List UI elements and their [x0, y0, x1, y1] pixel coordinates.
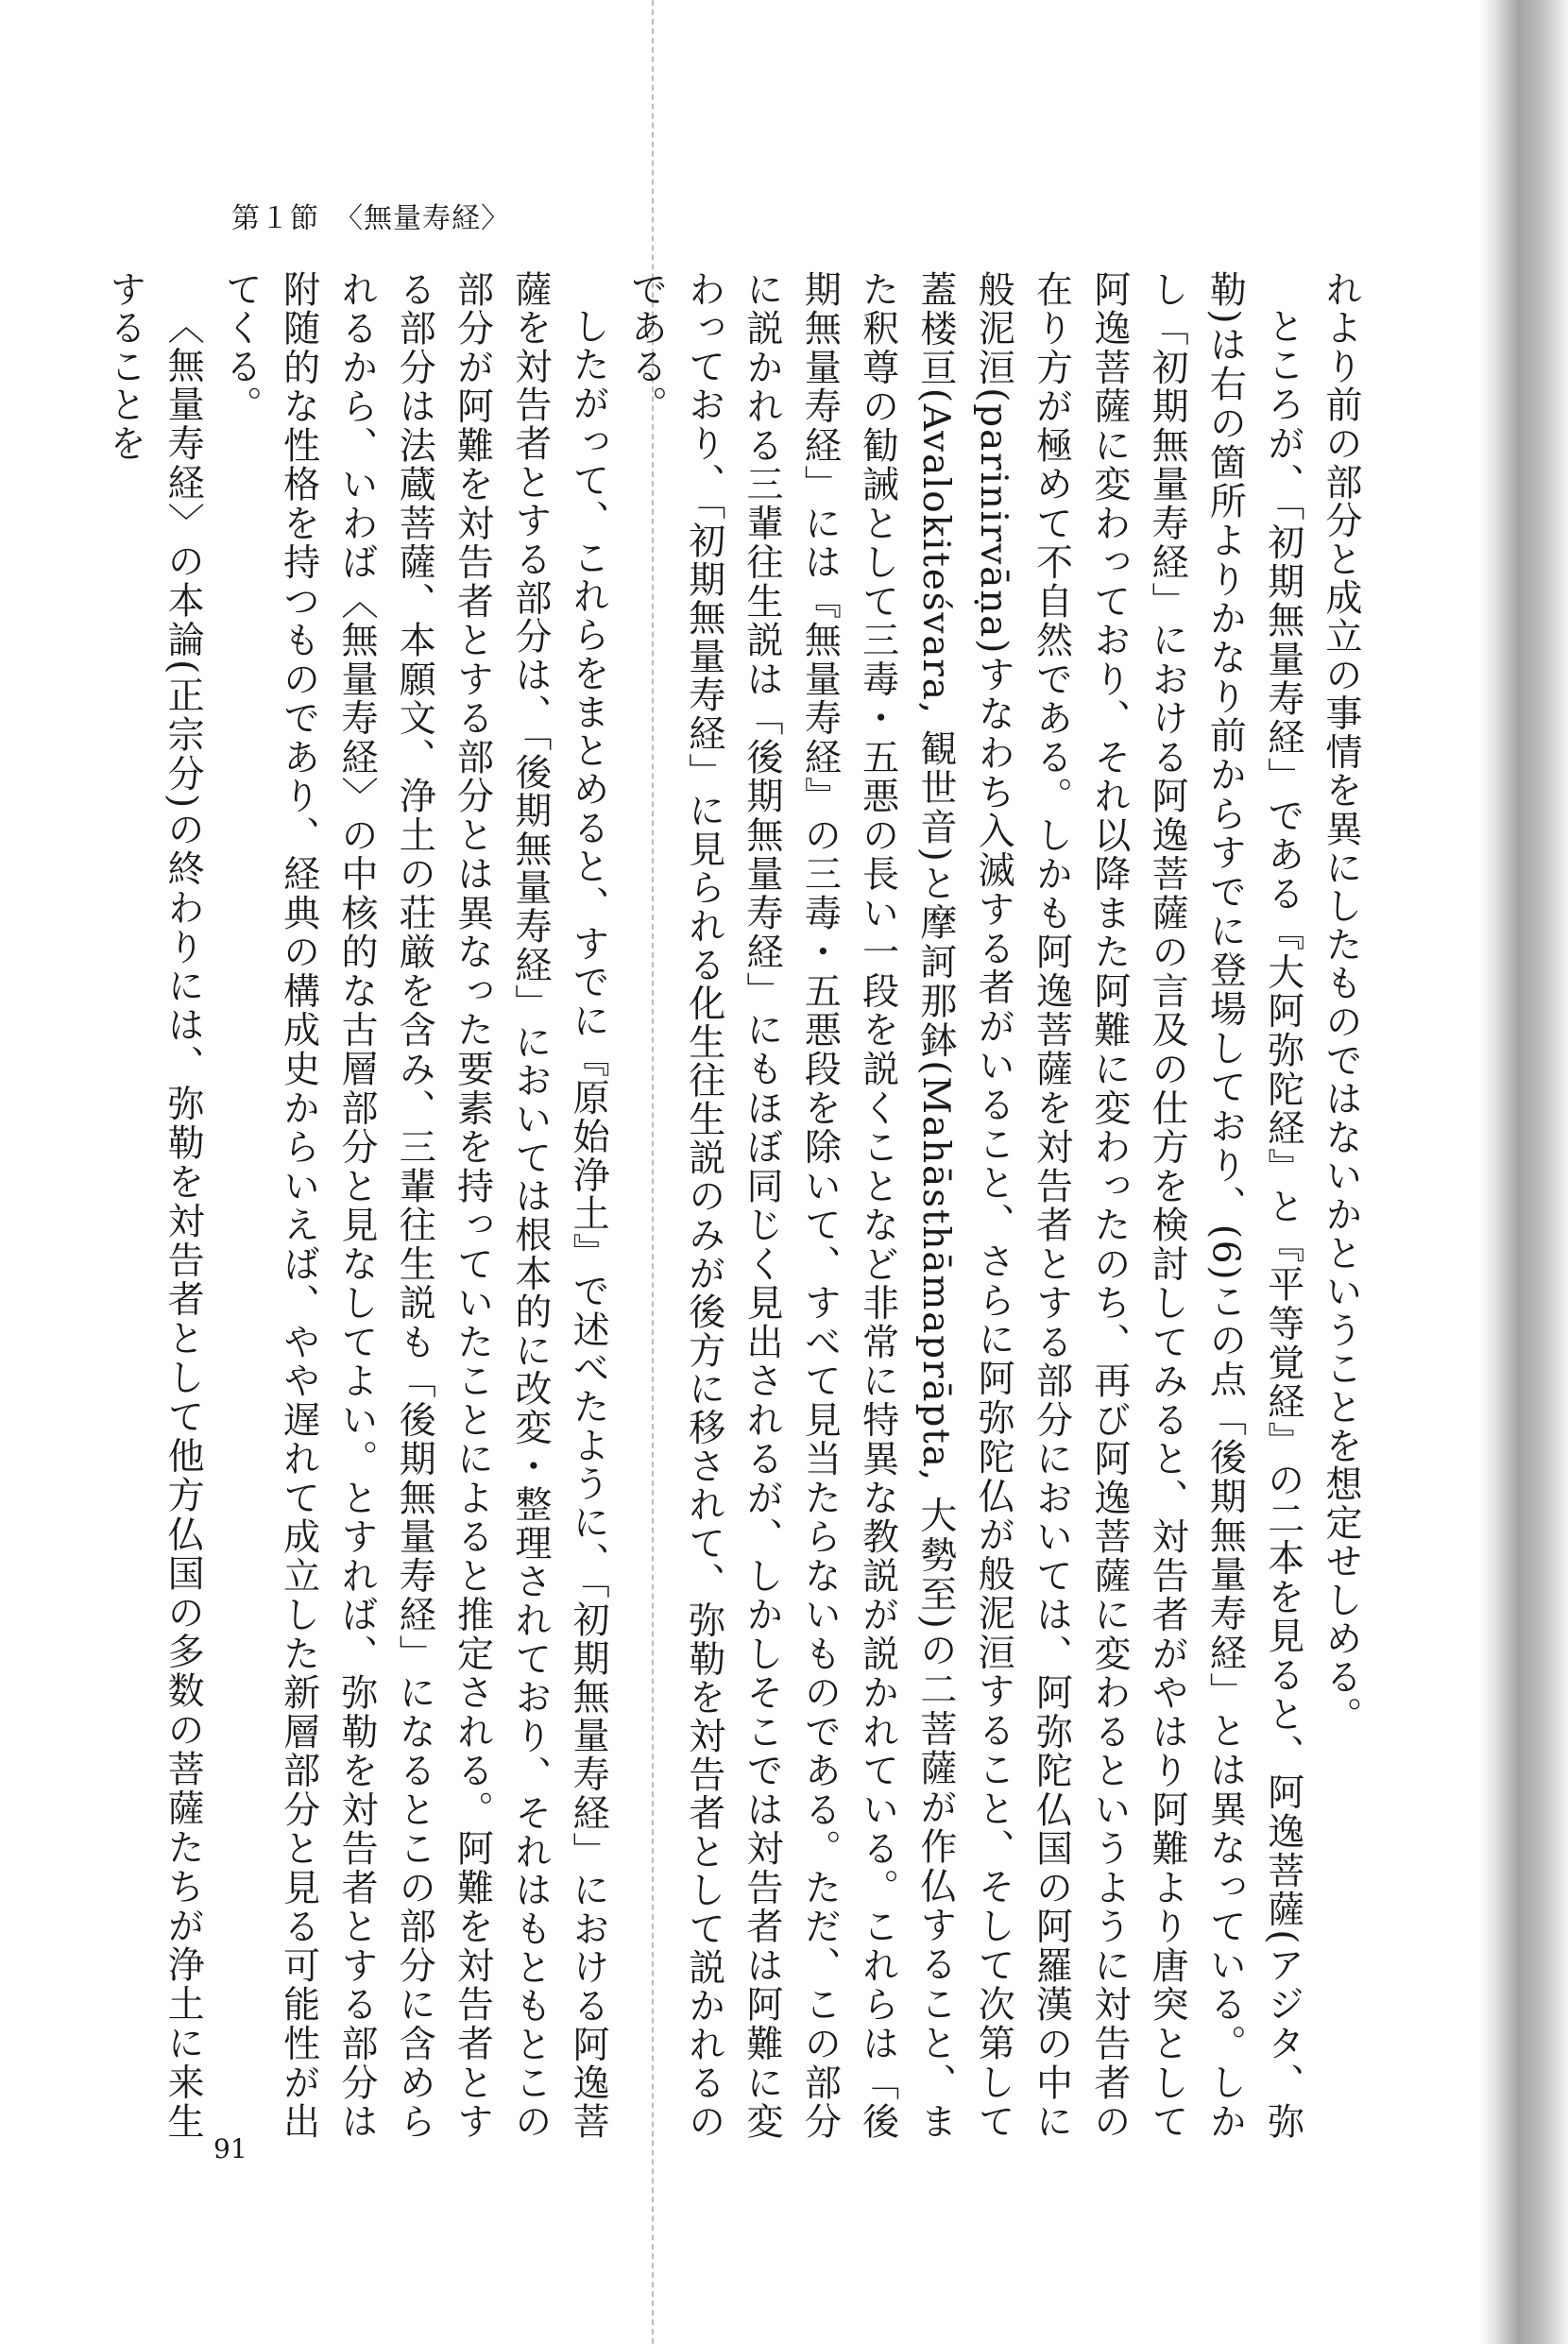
- scan-edge-shadow: [1478, 0, 1568, 2344]
- vertical-text-body: [95, 270, 1370, 2141]
- paragraph-1: れより前の部分と成立の事情を異にしたものではないかということを想定せしめる。: [1320, 270, 1362, 1736]
- paragraph-2: ところが、「初期無量寿経」である『大阿弥陀経』と『平等覚経』の二本を見ると、阿逸菩薩(アジタ、弥勒)は右の箇所よりかなり前からすでに登場しており、(6)この点「後期無量寿経」とは異なっている。しかし「初期無量寿経」における阿逸菩薩の言及の仕方を検討してみると、対告者がやはり阿難より唐突として阿逸菩薩に変わっており、それ以降また阿難に変わったのち、再び阿逸菩薩に変わるというように対告者の在り方が極めて不自然である。しかも阿逸菩薩を対告者とする部分においては、阿弥陀仏国の阿羅漢の中に般泥洹(parinirvāṇa)すなわち入滅する者がいること、さらに阿弥陀仏が般泥洹すること、そして次第して蓋楼亘(Avalokiteśvara, 観世音)と摩訶那鉢(Mahāsthāmaprāpta, 大勢至)の二菩薩が作仏すること、また釈尊の勧誡として三毒・五悪の長い一段を説くことなど非常に特異な教説が説かれている。これらは「後期無量寿経」には『無量寿経』の三毒・五悪段を除いて、すべて見当たらないものである。ただ、この部分に説かれる三輩往生説は「後期無量寿経」にもほぼ同じく見出されるが、しかしそこでは対告者は阿難に変わっており、「初期無量寿経」に見られる化生往生説のみが後方に移されて、弥勒を対告者として説かれるのである。: [624, 270, 1304, 2141]
- section-header: 第１節 〈無量寿経〉: [231, 202, 510, 235]
- paragraph-3: したがって、これらをまとめると、すでに『原始浄土』で述べたように、「初期無量寿経」における阿逸菩薩を対告者とする部分は、「後期無量寿経」においては根本的に改変・整理されており、それはもともとこの部分が阿難を対告者とする部分とは異なった要素を持っていたことによると推定される。阿難を対告者とする部分は法蔵菩薩、本願文、浄土の荘厳を含み、三輩往生説も「後期無量寿経」になるとこの部分に含められるから、いわば〈無量寿経〉の中核的な古層部分と見なしてよい。とすれば、弥勒を対告者とする部分は附随的な性格を持つものであり、経典の構成史からいえば、やや遅れて成立した新層部分と見る可能性が出てくる。: [219, 270, 610, 2141]
- paragraph-4: 〈無量寿経〉の本論(正宗分)の終わりには、弥勒を対告者として他方仏国の多数の菩薩たちが浄土に来生することを: [103, 270, 205, 2141]
- page-number: 91: [213, 2133, 247, 2164]
